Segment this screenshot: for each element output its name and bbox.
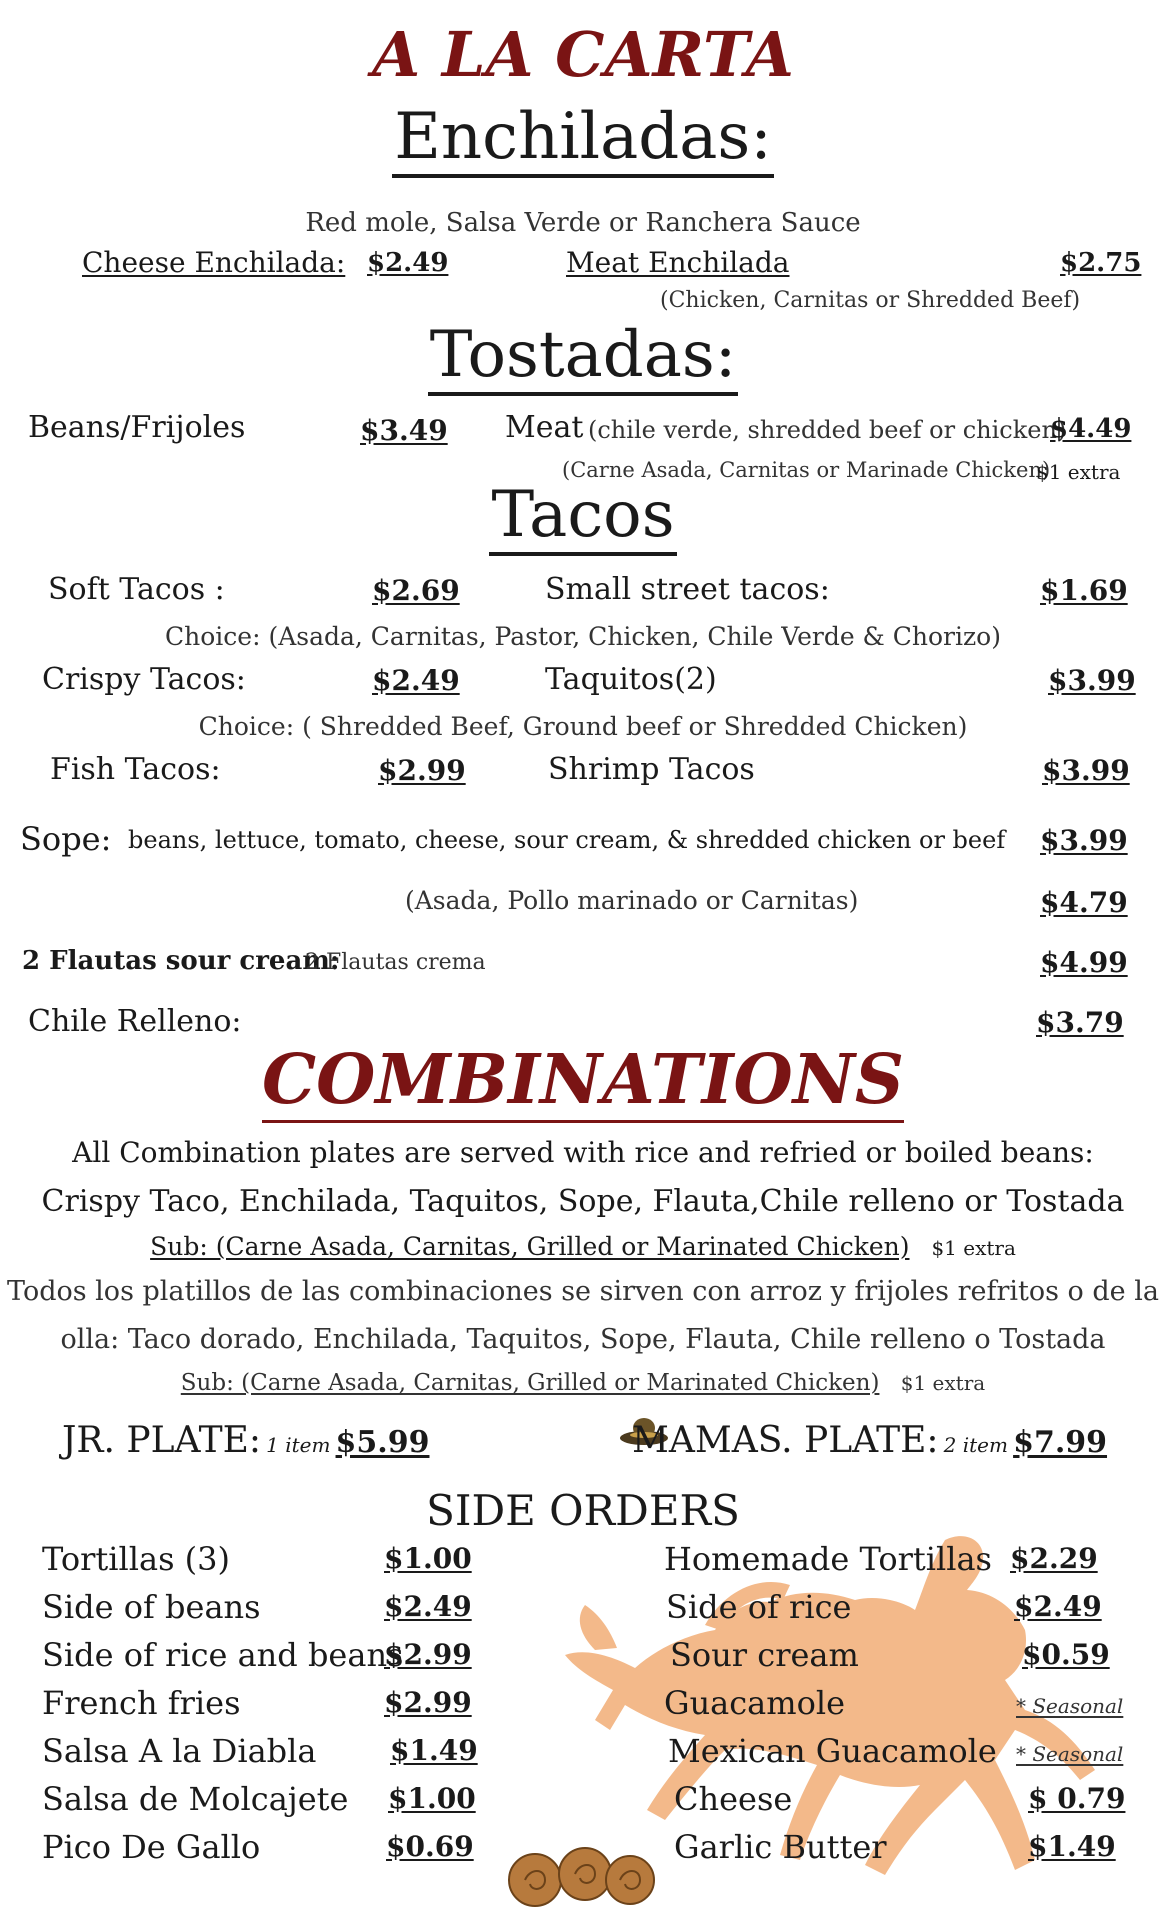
tacos-choice-1: Choice: (Asada, Carnitas, Pastor, Chicken, Chile Verde & Chorizo) — [165, 622, 1001, 651]
combinations-heading: COMBINATIONS — [0, 1040, 1166, 1120]
soft-tacos-price: $2.69 — [372, 574, 460, 607]
side-left-5-name: Salsa de Molcajete — [42, 1780, 349, 1818]
side-left-0-price: $1.00 — [384, 1542, 472, 1575]
side-left-6-price: $0.69 — [386, 1830, 474, 1863]
mamas-plate-price: $7.99 — [1013, 1425, 1108, 1460]
page-title: A LA CARTA — [372, 18, 794, 91]
combinations-sub-es — [0, 1370, 1166, 1396]
street-tacos-name: Small street tacos: — [545, 572, 830, 607]
sub-es-extra: $1 extra — [900, 1371, 986, 1395]
side-left-2-price: $2.99 — [384, 1638, 472, 1671]
side-right-4-name: Mexican Guacamole — [668, 1732, 997, 1770]
side-right-2-price: $0.59 — [1022, 1638, 1110, 1671]
side-right-6-price: $1.49 — [1028, 1830, 1116, 1863]
taquitos-name: Taquitos(2) — [545, 662, 717, 697]
side-right-5-name: Cheese — [674, 1780, 793, 1818]
enchiladas-heading: Enchiladas: — [0, 100, 1166, 174]
combinations-line-4: olla: Taco dorado, Enchilada, Taquitos, Sope, Flauta, Chile relleno o Tostada — [60, 1324, 1106, 1355]
jr-plate-price: $5.99 — [335, 1425, 430, 1460]
jr-plate-items: 1 item — [266, 1433, 331, 1457]
tacos-choice-2: Choice: ( Shredded Beef, Ground beef or Shredded Chicken) — [198, 712, 968, 741]
chile-relleno-name: Chile Relleno: — [28, 1004, 242, 1039]
sope-price: $3.99 — [1040, 824, 1128, 857]
side-right-3-price: * Seasonal — [1016, 1694, 1124, 1718]
side-orders-heading: SIDE ORDERS — [426, 1486, 740, 1535]
sope-alt-desc: (Asada, Pollo marinado or Carnitas) — [405, 886, 859, 915]
sope-desc: beans, lettuce, tomato, cheese, sour cream, & shredded chicken or beef — [128, 826, 1006, 854]
side-right-5-price: $ 0.79 — [1028, 1782, 1126, 1815]
mamas-plate-name: MAMAS. PLATE: — [632, 1420, 939, 1461]
side-left-6-name: Pico De Gallo — [42, 1828, 261, 1866]
sub-es-text: Sub: (Carne Asada, Carnitas, Grilled or Marinated Chicken) — [180, 1370, 880, 1396]
street-tacos-price: $1.69 — [1040, 574, 1128, 607]
meat-enchilada-price: $2.75 — [1060, 248, 1142, 278]
meat-enchilada-note: (Chicken, Carnitas or Shredded Beef) — [660, 288, 1081, 313]
side-left-4-price: $1.49 — [390, 1734, 478, 1767]
side-left-0-name: Tortillas (3) — [42, 1540, 230, 1578]
shrimp-tacos-price: $3.99 — [1042, 754, 1130, 787]
flautas-price: $4.99 — [1040, 946, 1128, 979]
side-right-1-price: $2.49 — [1014, 1590, 1102, 1623]
tostada-meat-name: Meat — [505, 410, 584, 445]
enchiladas-sauce-note: Red mole, Salsa Verde or Ranchera Sauce — [305, 208, 861, 238]
sub-en-extra: $1 extra — [931, 1236, 1016, 1260]
fish-tacos-name: Fish Tacos: — [50, 752, 221, 787]
tostada-meat-desc: (chile verde, shredded beef or chicken) — [588, 416, 1067, 444]
flautas-desc: 2 Flautas crema — [305, 950, 486, 975]
sope-alt-price: $4.79 — [1040, 886, 1128, 919]
side-right-6-name: Garlic Butter — [674, 1828, 887, 1866]
combinations-line-3: Todos los platillos de las combinaciones se sirven con arroz y frijoles refritos o de la — [7, 1276, 1159, 1307]
tostada-beans-name: Beans/Frijoles — [28, 410, 246, 445]
side-right-1-name: Side of rice — [666, 1588, 852, 1626]
crispy-tacos-name: Crispy Tacos: — [42, 662, 246, 697]
fish-tacos-price: $2.99 — [378, 754, 466, 787]
side-left-3-price: $2.99 — [384, 1686, 472, 1719]
combinations-sub-en — [0, 1232, 1166, 1261]
sope-name: Sope: — [20, 820, 112, 858]
cheese-enchilada-name: Cheese Enchilada: — [82, 246, 346, 279]
side-left-5-price: $1.00 — [388, 1782, 476, 1815]
side-left-4-name: Salsa A la Diabla — [42, 1732, 317, 1770]
tostada-extra-price: $1 extra — [1036, 460, 1121, 484]
side-left-3-name: French fries — [42, 1684, 241, 1722]
jr-plate-name: JR. PLATE: — [62, 1420, 262, 1461]
tostada-meat-price: $4.49 — [1050, 414, 1132, 444]
side-right-0-price: $2.29 — [1010, 1542, 1098, 1575]
jr-plate — [62, 1420, 429, 1461]
side-right-3-name: Guacamole — [664, 1684, 846, 1722]
combinations-line-2: Crispy Taco, Enchilada, Taquitos, Sope, Flauta,Chile relleno or Tostada — [41, 1184, 1125, 1219]
cheese-enchilada-price: $2.49 — [367, 248, 449, 278]
side-left-1-name: Side of beans — [42, 1588, 261, 1626]
chile-relleno-price: $3.79 — [1036, 1006, 1124, 1039]
shrimp-tacos-name: Shrimp Tacos — [548, 752, 755, 787]
tostada-beans-price: $3.49 — [360, 414, 448, 447]
side-left-2-name: Side of rice and beans — [42, 1636, 404, 1674]
mamas-plate — [632, 1420, 1107, 1461]
side-left-1-price: $2.49 — [384, 1590, 472, 1623]
tacos-heading: Tacos — [0, 478, 1166, 552]
side-right-4-price: * Seasonal — [1016, 1742, 1124, 1766]
combinations-line-1: All Combination plates are served with rice and refried or boiled beans: — [72, 1136, 1094, 1169]
mamas-plate-items: 2 item — [943, 1433, 1008, 1457]
roses-decoration — [490, 1840, 670, 1920]
tostada-extra-note: (Carne Asada, Carnitas or Marinade Chicken) — [562, 458, 1051, 482]
side-right-0-name: Homemade Tortillas — [664, 1540, 992, 1578]
sub-en-text: Sub: (Carne Asada, Carnitas, Grilled or Marinated Chicken) — [150, 1232, 910, 1261]
side-right-2-name: Sour cream — [670, 1636, 859, 1674]
taquitos-price: $3.99 — [1048, 664, 1136, 697]
tostadas-heading: Tostadas: — [0, 318, 1166, 392]
crispy-tacos-price: $2.49 — [372, 664, 460, 697]
meat-enchilada-name: Meat Enchilada — [566, 246, 790, 279]
flautas-name: 2 Flautas sour cream: — [22, 946, 340, 976]
soft-tacos-name: Soft Tacos : — [48, 572, 225, 607]
